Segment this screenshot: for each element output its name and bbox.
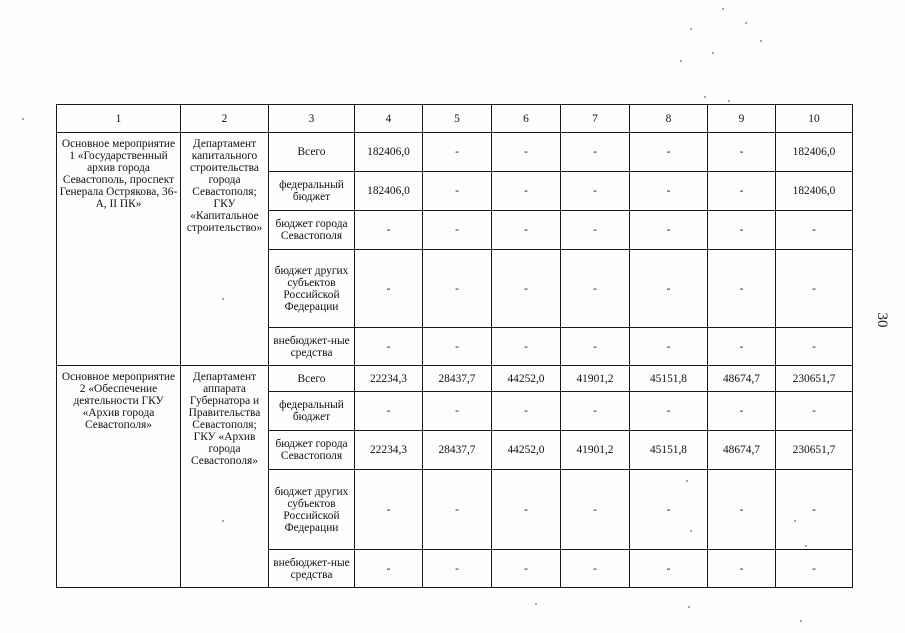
scan-speck: [222, 298, 224, 300]
value-cell: -: [776, 211, 853, 250]
value-cell: -: [561, 392, 630, 431]
value-cell: -: [630, 133, 708, 172]
column-header: 10: [776, 105, 853, 133]
value-cell: -: [423, 470, 492, 550]
value-cell: 28437,7: [423, 366, 492, 392]
value-cell: -: [776, 250, 853, 328]
executor-cell: Департамент аппарата Губернатора и Правительства Севастополя; ГКУ «Архив города Севастополя»: [181, 366, 269, 588]
value-cell: -: [423, 550, 492, 588]
value-cell: -: [630, 250, 708, 328]
scan-speck: [745, 22, 747, 24]
funding-table: [56, 104, 853, 588]
scan-speck: [728, 100, 730, 102]
funding-source-cell: бюджет других субъектов Российской Федерации: [269, 250, 355, 328]
value-cell: -: [708, 392, 776, 431]
column-header: 3: [269, 105, 355, 133]
table-row: [57, 366, 853, 392]
value-cell: -: [355, 392, 423, 431]
scan-speck: [22, 118, 24, 120]
column-header: 1: [57, 105, 181, 133]
value-cell: -: [561, 470, 630, 550]
value-cell: -: [630, 172, 708, 211]
table-header-row: [57, 105, 853, 133]
value-cell: 45151,8: [630, 431, 708, 470]
event-name-cell: Основное мероприятие 1 «Государственный архив города Севастополь, проспект Генерала Острякова, 36-А, II ПК»: [57, 133, 181, 366]
value-cell: -: [708, 550, 776, 588]
scan-speck: [535, 603, 537, 605]
value-cell: 48674,7: [708, 431, 776, 470]
value-cell: -: [423, 392, 492, 431]
value-cell: 41901,2: [561, 366, 630, 392]
value-cell: -: [492, 172, 561, 211]
value-cell: -: [708, 172, 776, 211]
value-cell: -: [630, 392, 708, 431]
value-cell: -: [355, 550, 423, 588]
scan-speck: [794, 520, 796, 522]
column-header: 9: [708, 105, 776, 133]
value-cell: -: [708, 250, 776, 328]
value-cell: -: [776, 392, 853, 431]
scan-speck: [686, 480, 688, 482]
value-cell: -: [561, 211, 630, 250]
value-cell: 182406,0: [776, 172, 853, 211]
value-cell: -: [630, 550, 708, 588]
value-cell: -: [355, 328, 423, 366]
value-cell: -: [355, 211, 423, 250]
value-cell: -: [708, 133, 776, 172]
value-cell: -: [492, 470, 561, 550]
value-cell: 230651,7: [776, 431, 853, 470]
value-cell: -: [423, 250, 492, 328]
scan-speck: [760, 40, 762, 42]
scan-speck: [704, 96, 706, 98]
funding-source-cell: Всего: [269, 366, 355, 392]
value-cell: 22234,3: [355, 431, 423, 470]
value-cell: -: [708, 470, 776, 550]
column-header: 7: [561, 105, 630, 133]
funding-source-cell: федеральный бюджет: [269, 172, 355, 211]
value-cell: 28437,7: [423, 431, 492, 470]
value-cell: -: [423, 211, 492, 250]
value-cell: -: [561, 250, 630, 328]
value-cell: -: [776, 470, 853, 550]
value-cell: -: [561, 172, 630, 211]
scan-speck: [690, 28, 692, 30]
column-header: 4: [355, 105, 423, 133]
funding-source-cell: федеральный бюджет: [269, 392, 355, 431]
value-cell: 44252,0: [492, 366, 561, 392]
funding-source-cell: бюджет других субъектов Российской Федерации: [269, 470, 355, 550]
value-cell: 45151,8: [630, 366, 708, 392]
value-cell: -: [630, 328, 708, 366]
value-cell: -: [630, 470, 708, 550]
value-cell: -: [561, 328, 630, 366]
funding-source-cell: внебюджет-ные средства: [269, 328, 355, 366]
scan-speck: [800, 620, 802, 622]
value-cell: -: [492, 250, 561, 328]
value-cell: -: [561, 550, 630, 588]
value-cell: -: [355, 250, 423, 328]
value-cell: 22234,3: [355, 366, 423, 392]
value-cell: -: [492, 328, 561, 366]
value-cell: -: [492, 133, 561, 172]
funding-source-cell: внебюджет-ные средства: [269, 550, 355, 588]
executor-cell: Департамент капитального строительства города Севастополя; ГКУ «Капитальное строительство»: [181, 133, 269, 366]
scan-speck: [688, 606, 690, 608]
value-cell: -: [492, 550, 561, 588]
column-header: 6: [492, 105, 561, 133]
value-cell: 48674,7: [708, 366, 776, 392]
funding-source-cell: бюджет города Севастополя: [269, 431, 355, 470]
column-header: 2: [181, 105, 269, 133]
scan-speck: [222, 520, 224, 522]
value-cell: 182406,0: [355, 133, 423, 172]
value-cell: 182406,0: [776, 133, 853, 172]
funding-source-cell: Всего: [269, 133, 355, 172]
column-header: 5: [423, 105, 492, 133]
value-cell: 44252,0: [492, 431, 561, 470]
value-cell: 230651,7: [776, 366, 853, 392]
value-cell: -: [423, 133, 492, 172]
value-cell: -: [492, 211, 561, 250]
value-cell: -: [355, 470, 423, 550]
scan-speck: [722, 8, 724, 10]
funding-source-cell: бюджет города Севастополя: [269, 211, 355, 250]
scan-speck: [680, 60, 682, 62]
value-cell: 182406,0: [355, 172, 423, 211]
scan-speck: [712, 52, 714, 54]
scan-speck: [805, 545, 807, 547]
column-header: 8: [630, 105, 708, 133]
value-cell: -: [423, 328, 492, 366]
value-cell: 41901,2: [561, 431, 630, 470]
value-cell: -: [708, 211, 776, 250]
value-cell: -: [776, 550, 853, 588]
value-cell: -: [492, 392, 561, 431]
scan-speck: [690, 530, 692, 532]
value-cell: -: [561, 133, 630, 172]
page-number: 30: [874, 312, 890, 328]
value-cell: -: [708, 328, 776, 366]
value-cell: -: [423, 172, 492, 211]
value-cell: -: [630, 211, 708, 250]
value-cell: -: [776, 328, 853, 366]
table-row: [57, 133, 853, 172]
event-name-cell: Основное мероприятие 2 «Обеспечение деятельности ГКУ «Архив города Севастополя»: [57, 366, 181, 588]
